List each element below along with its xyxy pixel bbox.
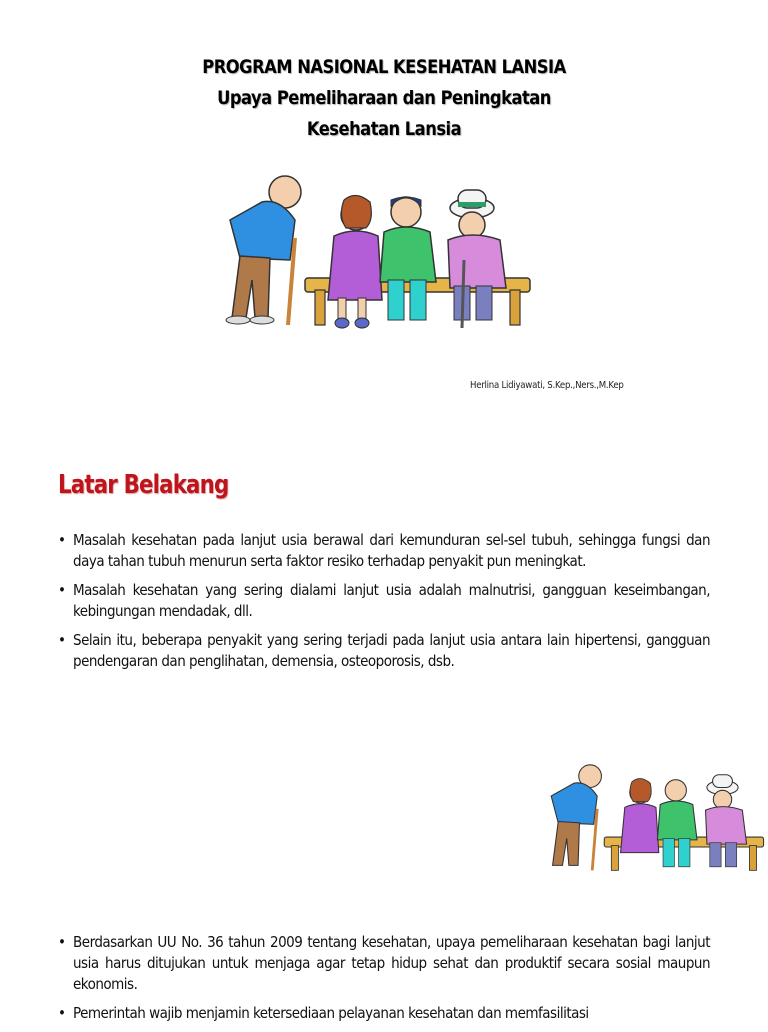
title-line-1: PROGRAM NASIONAL KESEHATAN LANSIA	[202, 56, 566, 78]
title-line-3: Kesehatan Lansia	[306, 118, 462, 140]
bullet-list-bottom	[58, 932, 710, 1032]
bullet-list-top	[58, 530, 710, 680]
content-slide	[0, 430, 768, 1024]
elderly-group-illustration	[210, 170, 532, 335]
bullet-item: • Masalah kesehatan pada lanjut usia berawal dari kemunduran sel-sel tubuh, sehingga fungsi dan daya tahan tubuh menurun serta faktor resiko terhadap penyakit pun meningkat.	[58, 530, 710, 572]
bullet-item: • Berdasarkan UU No. 36 tahun 2009 tentang kesehatan, upaya pemeliharaan kesehatan bagi lanjut usia harus ditujukan untuk menjaga agar tetap hidup sehat dan produktif secara sosial maupun ekonomis.	[58, 932, 710, 995]
title-block	[0, 52, 768, 145]
elderly-group-illustration-small	[537, 760, 765, 878]
section-heading: Latar Belakang	[58, 470, 229, 500]
author-name: Herlina Lidiyawati, S.Kep.,Ners.,M.Kep	[470, 380, 624, 391]
title-slide	[0, 0, 768, 430]
bullet-item: • Pemerintah wajib menjamin ketersediaan pelayanan kesehatan dan memfasilitasi	[58, 1003, 710, 1024]
bullet-item: • Masalah kesehatan yang sering dialami lanjut usia adalah malnutrisi, gangguan keseimbangan, kebingungan mendadak, dll.	[58, 580, 710, 622]
title-line-2: Upaya Pemeliharaan dan Peningkatan	[217, 87, 551, 109]
bullet-item: • Selain itu, beberapa penyakit yang sering terjadi pada lanjut usia antara lain hipertensi, gangguan pendengaran dan penglihatan, demensia, osteoporosis, dsb.	[58, 630, 710, 672]
